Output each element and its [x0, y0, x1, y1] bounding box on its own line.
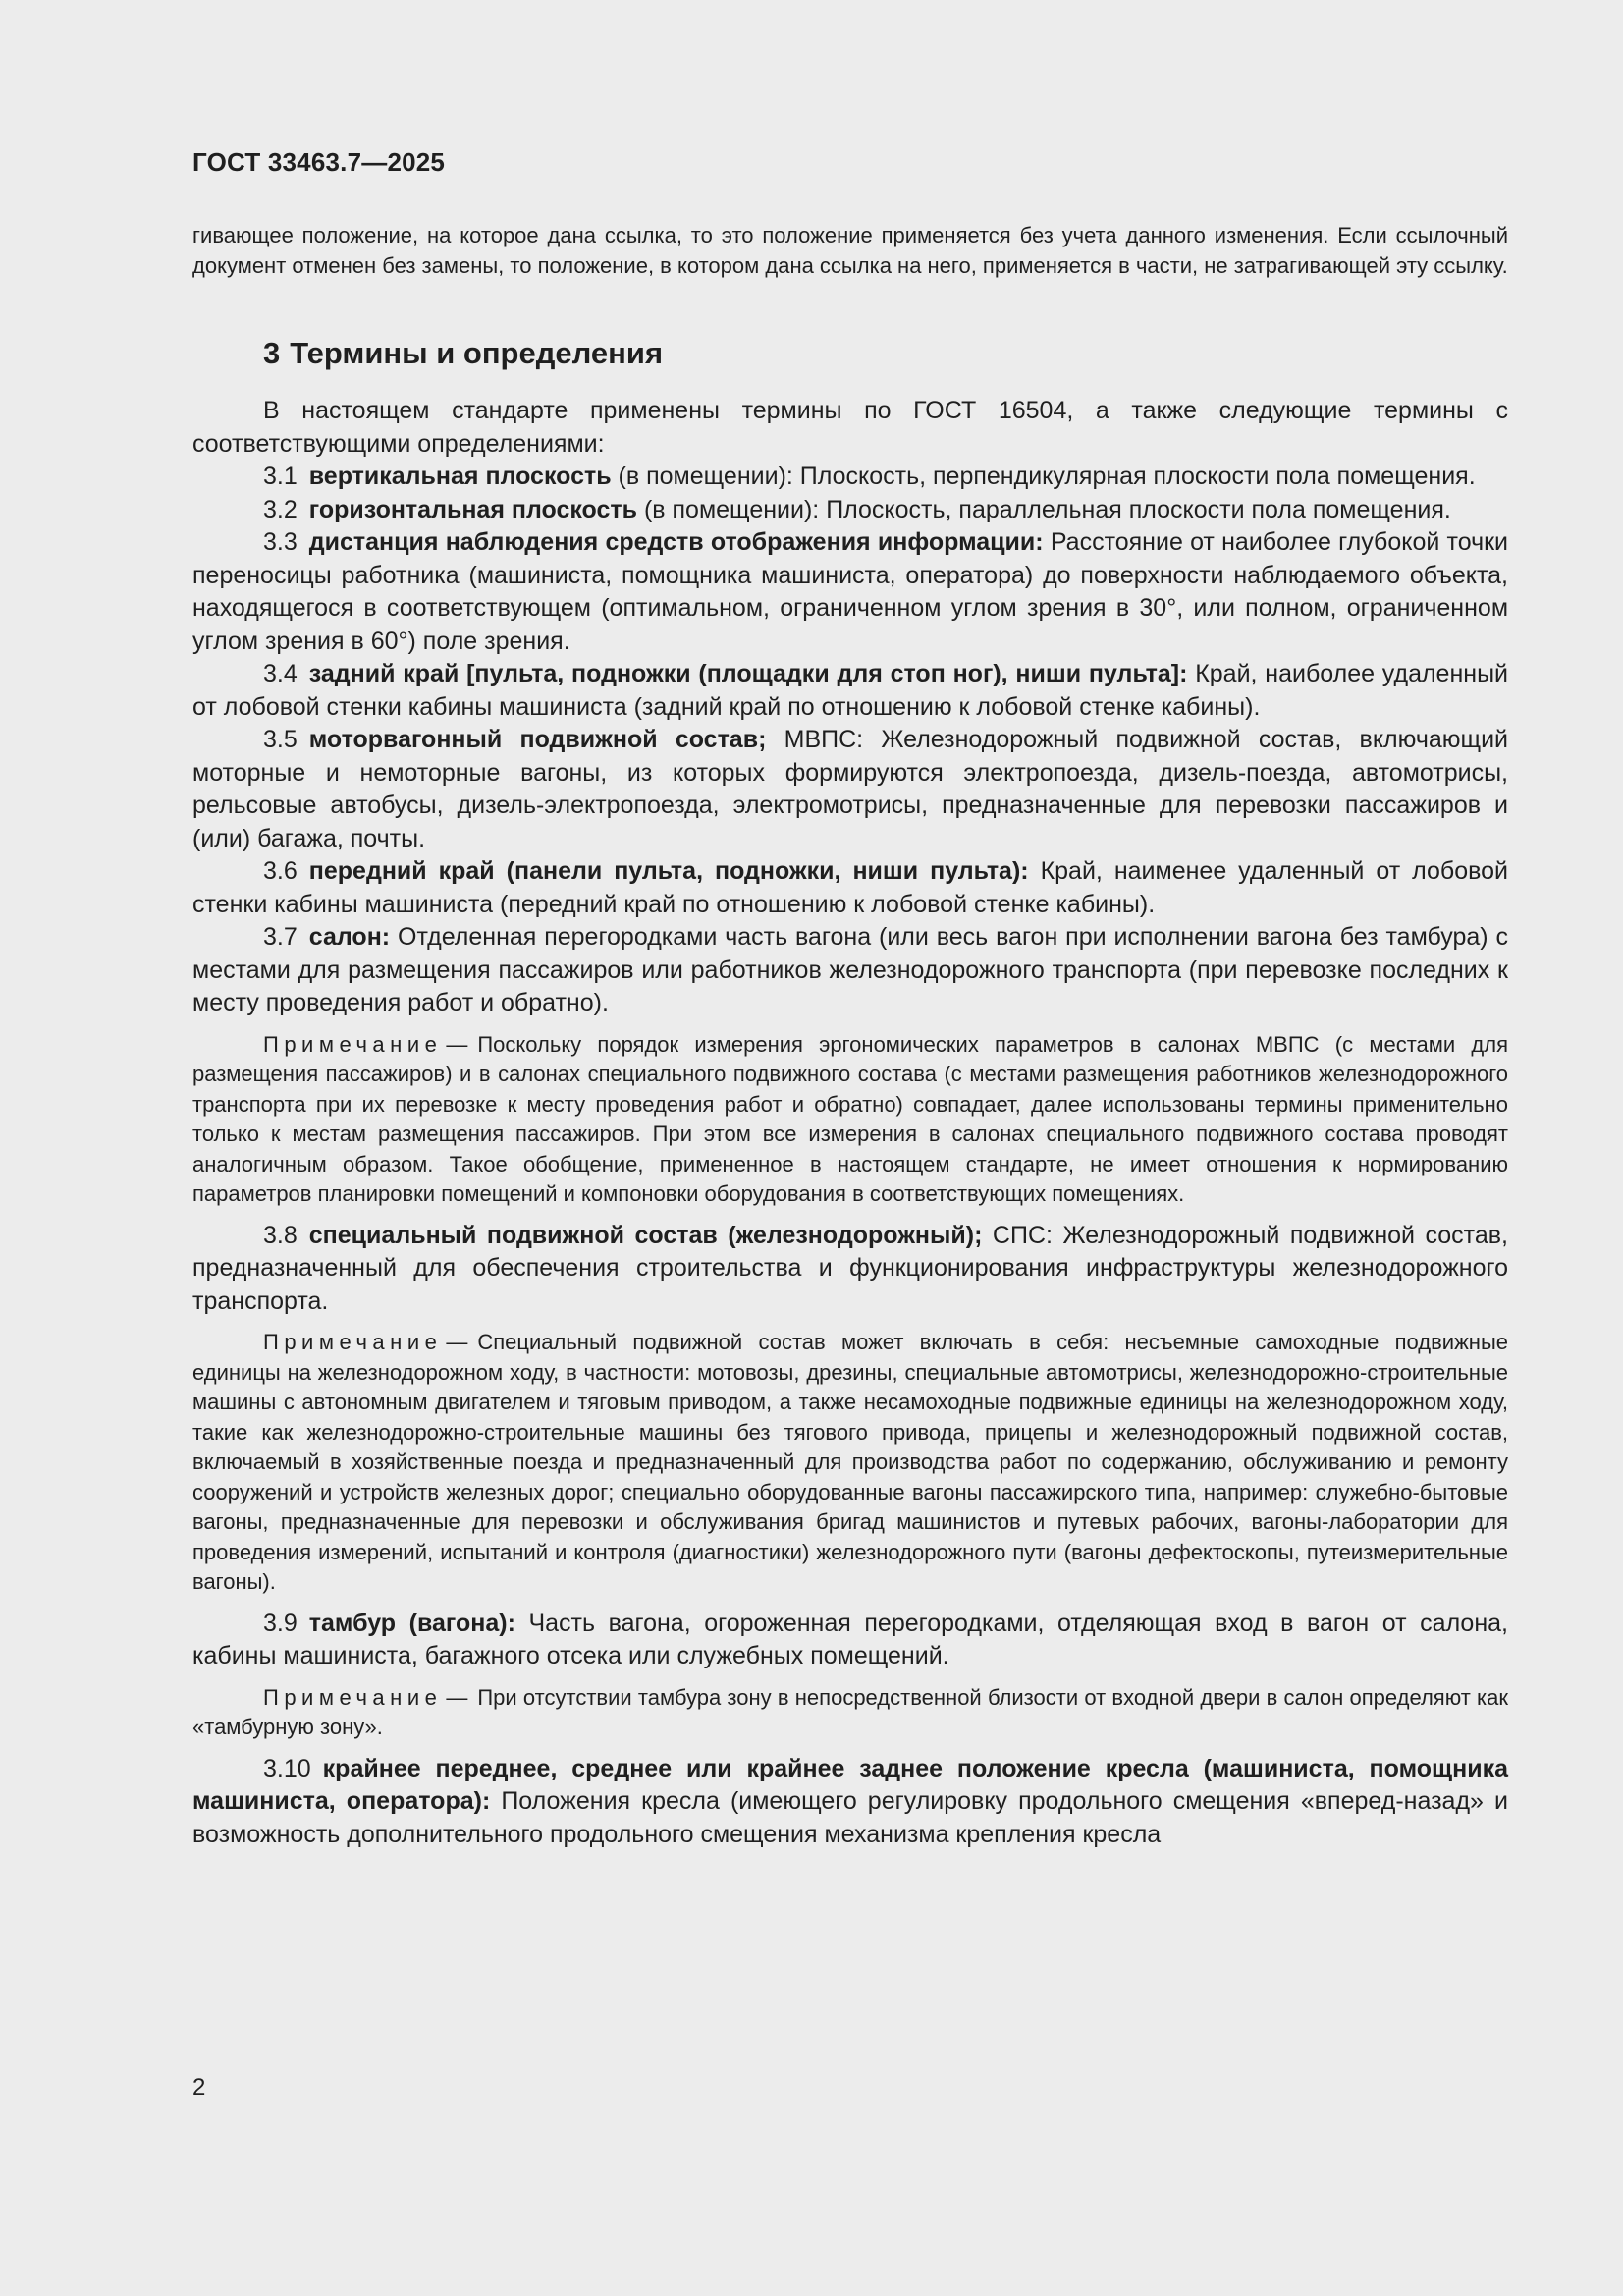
term-definition: СПС: Железнодорожный подвижной состав, предназначенный для обеспечения строительства и функционирования инфраструктуры железнодорожного транспорта.	[192, 1221, 1508, 1315]
document-header: ГОСТ 33463.7—2025	[192, 147, 446, 177]
term-definition: МВПС: Железнодорожный подвижной состав, включающий моторные и немоторные вагоны, из которых формируются электропоезда, дизель-поезда, автомотрисы, рельсовые автобусы, дизель-электропоезда, электромотрисы, предназначенные для перевозки пассажиров и (или) багажа, почты.	[192, 726, 1508, 852]
term-name: крайнее переднее, среднее или крайнее заднее положение кресла (машиниста, помощника машиниста, оператора):	[192, 1754, 1508, 1815]
term-definition: Часть вагона, огороженная перегородками, отделяющая вход в вагон от салона, кабины машиниста, багажного отсека или служебных помещений.	[192, 1609, 1508, 1669]
term-3-9	[192, 1608, 1508, 1673]
section-number: 3	[263, 336, 281, 370]
note-label: Примечание	[263, 1031, 443, 1057]
term-name: дистанция наблюдения средств отображения информации:	[308, 528, 1044, 556]
term-3-5	[192, 724, 1508, 855]
note-text: При отсутствии тамбура зону в непосредственной близости от входной двери в салон определяют как «тамбурную зону».	[192, 1684, 1508, 1739]
section-intro: В настоящем стандарте применены термины по ГОСТ 16504, а также следующие термины с соответствующими определениями:	[192, 397, 1508, 458]
term-name: задний край [пульта, подножки (площадки для стоп ног), ниши пульта]:	[308, 660, 1188, 687]
term-3-7	[192, 921, 1508, 1020]
term-name: тамбур (вагона):	[308, 1609, 515, 1637]
section-heading	[192, 334, 1508, 373]
note-3-8	[192, 1328, 1508, 1598]
term-3-6	[192, 855, 1508, 921]
term-name: передний край (панели пульта, подножки, ниши пульта):	[308, 857, 1029, 885]
section-title: Термины и определения	[290, 336, 664, 370]
term-name: горизонтальная плоскость	[308, 495, 638, 523]
term-number: 3.6	[263, 857, 298, 885]
page-content	[192, 220, 1508, 1851]
note-3-7	[192, 1030, 1508, 1210]
page-number: 2	[192, 2074, 206, 2101]
term-number: 3.9	[263, 1609, 298, 1637]
term-name: салон:	[308, 923, 391, 951]
term-number: 3.3	[263, 528, 298, 556]
term-3-1	[192, 461, 1508, 494]
term-name: вертикальная плоскость	[308, 463, 612, 490]
term-definition: Край, наименее удаленный от лобовой стенки кабины машиниста (передний край по отношению к лобовой стенке кабины).	[192, 857, 1508, 918]
term-3-8	[192, 1220, 1508, 1319]
term-number: 3.5	[263, 726, 298, 753]
term-number: 3.7	[263, 923, 298, 951]
note-text: Поскольку порядок измерения эргономических параметров в салонах МВПС (с местами для размещения пассажиров) и в салонах специального подвижного состава (с местами размещения работников железнодорожного транспорта при их перевозке к месту проведения работ и обратно) совпадает, далее использованы термины применительно только к местам размещения пассажиров. При этом все измерения в салонах специального подвижного состава проводят аналогичным образом. Такое обобщение, примененное в настоящем стандарте, не имеет отношения к нормированию параметров планировки помещений и компоновки оборудования в соответствующих помещениях.	[192, 1031, 1508, 1206]
note-text: Специальный подвижной состав может включать в себя: несъемные самоходные подвижные единицы на железнодорожном ходу, в частности: мотовозы, дрезины, специальные автомотрисы, железнодорожно-строительные машины с автономным двигателем и тяговым приводом, а также несамоходные подвижные единицы на железнодорожном ходу, такие как железнодорожно-строительные машины без тягового привода, прицепы и железнодорожный подвижной состав, включаемый в хозяйственные поезда и предназначенный для производства работ по содержанию, обслуживанию и ремонту сооружений и устройств железных дорог; специально оборудованные вагоны пассажирского типа, например: служебно-бытовые вагоны, предназначенные для перевозки и обслуживания бригад машинистов и путевых рабочих, вагоны-лаборатории для проведения измерений, испытаний и контроля (диагностики) железнодорожного пути (вагоны дефектоскопы, путеизмерительные вагоны).	[192, 1330, 1508, 1594]
term-number: 3.2	[263, 495, 298, 523]
note-dash: —	[446, 1330, 468, 1354]
note-3-9	[192, 1683, 1508, 1743]
term-3-3	[192, 526, 1508, 658]
term-definition: (в помещении): Плоскость, перпендикулярная плоскости пола помещения.	[611, 463, 1476, 490]
term-definition: Положения кресла (имеющего регулировку продольного смещения «вперед-назад» и возможность дополнительного продольного смещения механизма крепления кресла	[192, 1787, 1508, 1848]
term-definition: (в помещении): Плоскость, параллельная плоскости пола помещения.	[637, 495, 1451, 523]
term-3-2	[192, 494, 1508, 527]
term-3-4	[192, 658, 1508, 724]
term-number: 3.8	[263, 1221, 298, 1249]
carryover-paragraph: гивающее положение, на которое дана ссылка, то это положение применяется без учета данного изменения. Если ссылочный документ отменен без замены, то положение, в котором дана ссылка на него, применяется в части, не затрагивающей эту ссылку.	[192, 223, 1508, 278]
term-definition: Расстояние от наиболее глубокой точки переносицы работника (машиниста, помощника машиниста, оператора) до поверхности наблюдаемого объекта, находящегося в соответствующем (оптимальном, ограниченном углом зрения в 30°, или полном, ограниченном углом зрения в 60°) поле зрения.	[192, 528, 1508, 655]
note-dash: —	[446, 1031, 468, 1057]
term-definition: Отделенная перегородками часть вагона (или весь вагон при исполнении вагона без тамбура) с местами для размещения пассажиров или работников железнодорожного транспорта (при перевозке последних к месту проведения работ и обратно).	[192, 923, 1508, 1016]
term-name: моторвагонный подвижной состав;	[308, 726, 767, 753]
term-definition: Край, наиболее удаленный от лобовой стенки кабины машиниста (задний край по отношению к лобовой стенке кабины).	[192, 660, 1509, 721]
note-dash: —	[446, 1684, 468, 1710]
note-label: Примечание	[263, 1684, 443, 1710]
term-number: 3.1	[263, 463, 298, 490]
term-number: 3.4	[263, 660, 298, 687]
term-name: специальный подвижной состав (железнодорожный);	[308, 1221, 983, 1249]
term-number: 3.10	[263, 1754, 311, 1782]
note-label: Примечание	[263, 1330, 443, 1354]
term-3-10	[192, 1753, 1508, 1852]
